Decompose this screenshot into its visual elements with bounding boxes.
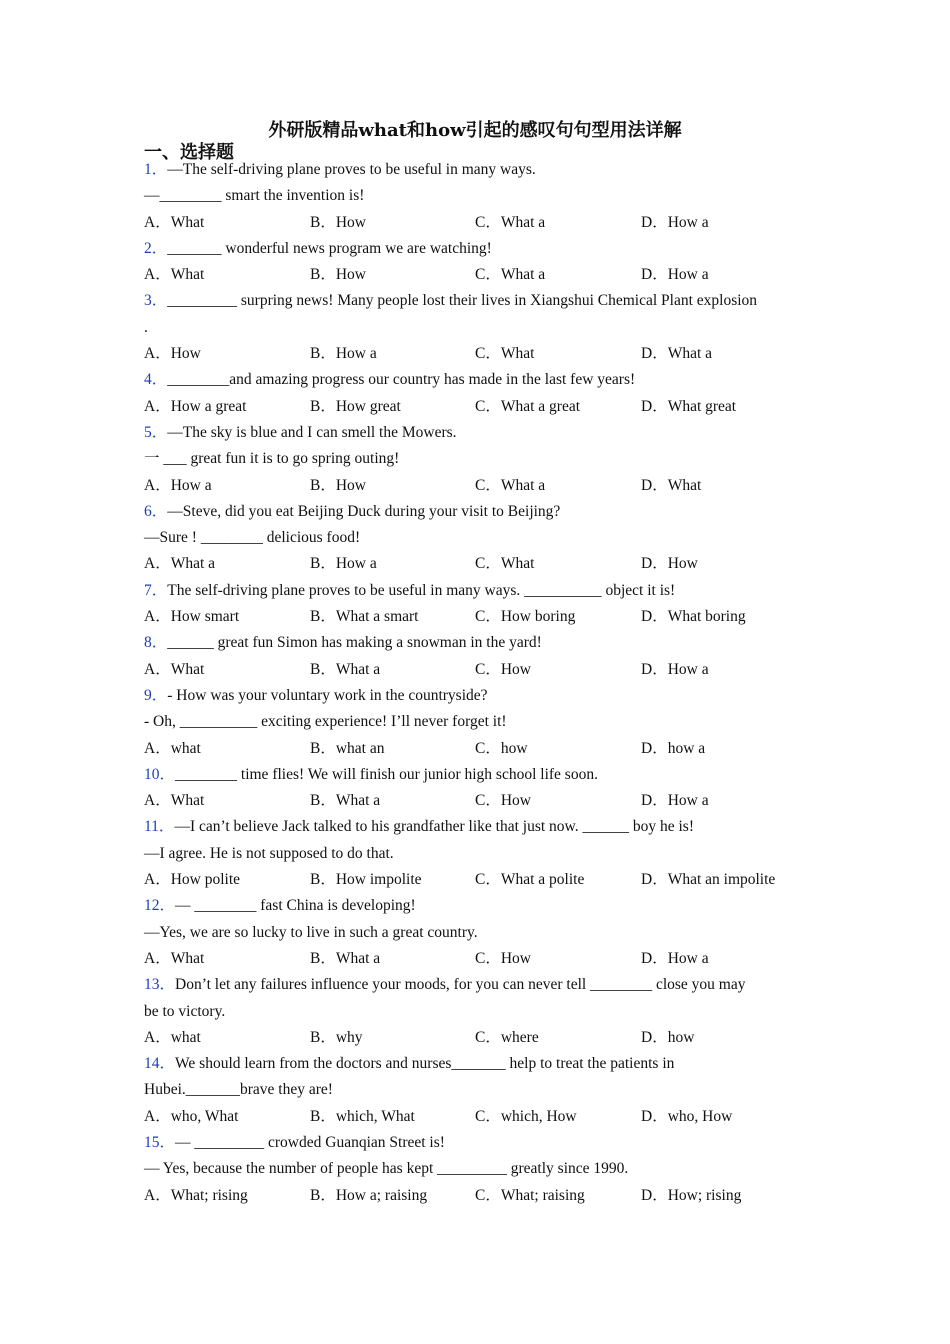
question-line	[144, 525, 814, 551]
answer-options	[144, 1104, 814, 1130]
question-item	[144, 157, 814, 236]
question-text: _________ surpring news! Many people lost their lives in Xiangshui Chemical Plant explosion	[167, 292, 758, 310]
question-text: —I agree. He is not supposed to do that.	[144, 844, 394, 862]
answer-option[interactable]: D．What great	[641, 397, 737, 415]
answer-option[interactable]: B．which, What	[310, 1107, 415, 1125]
question-number: 9．	[144, 686, 168, 704]
answer-options	[144, 394, 814, 420]
question-line	[144, 420, 814, 446]
answer-option[interactable]: D．What a	[641, 345, 713, 363]
answer-option[interactable]: B．How great	[310, 397, 401, 415]
question-line	[144, 1051, 814, 1077]
answer-option[interactable]: C．How	[475, 949, 531, 967]
question-item	[144, 814, 814, 893]
answer-option[interactable]: B．How a; raising	[310, 1186, 428, 1204]
question-number: 14．	[144, 1055, 176, 1073]
question-text: ________ time flies! We will finish our junior high school life soon.	[175, 765, 598, 783]
question-number: 13．	[144, 976, 176, 994]
question-text: The self-driving plane proves to be useful in many ways. __________ object it is!	[167, 581, 676, 599]
answer-option[interactable]: B．How	[310, 476, 366, 494]
question-number: 2．	[144, 239, 168, 257]
question-number: 5．	[144, 423, 168, 441]
question-text: —Yes, we are so lucky to live in such a great country.	[144, 923, 478, 941]
question-text: —I can’t believe Jack talked to his grandfather like that just now. ______ boy he is!	[174, 818, 694, 836]
answer-option[interactable]: C．How boring	[475, 608, 576, 626]
answer-options	[144, 867, 814, 893]
question-text: —Steve, did you eat Beijing Duck during your visit to Beijing?	[167, 502, 561, 520]
answer-options	[144, 262, 814, 288]
question-item	[144, 1051, 814, 1130]
answer-options	[144, 210, 814, 236]
question-number: 8．	[144, 634, 168, 652]
question-item	[144, 972, 814, 1051]
answer-option[interactable]: C．What	[475, 345, 535, 363]
question-number: 11．	[144, 818, 175, 836]
question-number: 10．	[144, 765, 176, 783]
section-heading: 一、选择题	[144, 142, 234, 163]
answer-option[interactable]: C．What a	[475, 266, 546, 284]
question-line	[144, 920, 814, 946]
question-number: 6．	[144, 502, 168, 520]
answer-option[interactable]: D．How	[641, 555, 698, 573]
question-list	[144, 157, 814, 1209]
answer-option[interactable]: B．How	[310, 213, 366, 231]
answer-options	[144, 736, 814, 762]
answer-option[interactable]: A．How	[144, 345, 201, 363]
answer-option[interactable]: A．What	[144, 266, 205, 284]
answer-option[interactable]: A．How polite	[144, 871, 241, 889]
question-line	[144, 578, 814, 604]
question-number: 7．	[144, 581, 168, 599]
answer-option[interactable]: B．what an	[310, 739, 385, 757]
question-text: —Sure ! ________ delicious food!	[144, 529, 361, 547]
question-number: 4．	[144, 371, 168, 389]
question-line	[144, 709, 814, 735]
question-number: 15．	[144, 1133, 176, 1151]
answer-option[interactable]: A．what	[144, 1028, 201, 1046]
question-line	[144, 999, 814, 1025]
question-line	[144, 814, 814, 840]
answer-option[interactable]: D．How a	[641, 660, 709, 678]
question-text: 一 ___ great fun it is to go spring outing!	[144, 450, 400, 468]
answer-option[interactable]: D．What	[641, 476, 702, 494]
answer-option[interactable]: B．How a	[310, 555, 377, 573]
answer-option[interactable]: D．What boring	[641, 608, 746, 626]
question-item	[144, 420, 814, 499]
answer-option[interactable]: C．What a	[475, 213, 546, 231]
answer-options	[144, 788, 814, 814]
answer-option[interactable]: D．How; rising	[641, 1186, 742, 1204]
answer-options	[144, 946, 814, 972]
answer-option[interactable]: C．How	[475, 660, 531, 678]
answer-option[interactable]: B．why	[310, 1028, 363, 1046]
question-line	[144, 683, 814, 709]
answer-option[interactable]: A．What	[144, 792, 205, 810]
answer-options	[144, 341, 814, 367]
question-text: — _________ crowded Guanqian Street is!	[175, 1133, 445, 1151]
question-text: — Yes, because the number of people has kept _________ greatly since 1990.	[144, 1160, 629, 1178]
question-line	[144, 367, 814, 393]
question-line	[144, 762, 814, 788]
answer-option[interactable]: B．How impolite	[310, 871, 422, 889]
question-line	[144, 446, 814, 472]
question-line	[144, 183, 814, 209]
answer-options	[144, 1025, 814, 1051]
answer-option[interactable]: C．What a	[475, 476, 546, 494]
question-line	[144, 630, 814, 656]
answer-option[interactable]: C．how	[475, 739, 528, 757]
answer-option[interactable]: C．What	[475, 555, 535, 573]
question-item	[144, 683, 814, 762]
question-text: — ________ fast China is developing!	[175, 897, 416, 915]
answer-option[interactable]: A．what	[144, 739, 201, 757]
question-line	[144, 499, 814, 525]
answer-option[interactable]: D．How a	[641, 266, 709, 284]
answer-options	[144, 604, 814, 630]
question-line	[144, 236, 814, 262]
answer-options	[144, 1183, 814, 1209]
question-text: - How was your voluntary work in the countryside?	[167, 686, 488, 704]
answer-options	[144, 551, 814, 577]
answer-options	[144, 473, 814, 499]
question-number: 12．	[144, 897, 176, 915]
question-text: be to victory.	[144, 1002, 226, 1020]
question-line	[144, 1077, 814, 1103]
question-line	[144, 288, 814, 314]
question-text: —The self-driving plane proves to be useful in many ways.	[167, 161, 536, 178]
answer-option[interactable]: C．which, How	[475, 1107, 577, 1125]
question-line	[144, 893, 814, 919]
answer-options	[144, 657, 814, 683]
answer-option[interactable]: A．How smart	[144, 608, 240, 626]
answer-option[interactable]: B．How a	[310, 345, 377, 363]
question-text: —________ smart the invention is!	[144, 187, 365, 205]
document-title: 外研版精品what和how引起的感叹句句型用法详解	[268, 120, 682, 141]
answer-option[interactable]: C．What; raising	[475, 1186, 585, 1204]
question-line	[144, 315, 814, 341]
question-text: .	[144, 318, 148, 336]
answer-option[interactable]: C．where	[475, 1028, 539, 1046]
question-number: 1．	[144, 161, 168, 178]
question-line	[144, 1156, 814, 1182]
answer-option[interactable]: D．who, How	[641, 1107, 733, 1125]
answer-option[interactable]: D．how a	[641, 739, 706, 757]
answer-option[interactable]: A．who, What	[144, 1107, 239, 1125]
question-item	[144, 288, 814, 367]
question-line	[144, 841, 814, 867]
question-line	[144, 1130, 814, 1156]
question-item	[144, 893, 814, 972]
question-item	[144, 630, 814, 683]
answer-option[interactable]: A．What	[144, 949, 205, 967]
question-line	[144, 972, 814, 998]
answer-option[interactable]: B．How	[310, 266, 366, 284]
question-text: We should learn from the doctors and nurses_______ help to treat the patients in	[175, 1055, 675, 1073]
answer-option[interactable]: B．What a	[310, 949, 381, 967]
question-item	[144, 499, 814, 578]
question-text: ________and amazing progress our country has made in the last few years!	[167, 371, 636, 389]
question-item	[144, 236, 814, 289]
answer-option[interactable]: A．How a	[144, 476, 212, 494]
question-text: _______ wonderful news program we are watching!	[167, 239, 492, 257]
answer-option[interactable]: A．What a	[144, 555, 216, 573]
question-text: —The sky is blue and I can smell the Mowers.	[167, 423, 457, 441]
answer-option[interactable]: A．How a great	[144, 397, 247, 415]
answer-option[interactable]: C．What a great	[475, 397, 581, 415]
question-text: ______ great fun Simon has making a snowman in the yard!	[167, 634, 542, 652]
question-item	[144, 367, 814, 420]
answer-option[interactable]: D．What an impolite	[641, 871, 776, 889]
answer-option[interactable]: D．How a	[641, 213, 709, 231]
question-text: - Oh, __________ exciting experience! I’ll never forget it!	[144, 713, 507, 731]
question-number: 3．	[144, 292, 168, 310]
answer-option[interactable]: A．What	[144, 660, 205, 678]
answer-option[interactable]: B．What a	[310, 792, 381, 810]
answer-option[interactable]: C．What a polite	[475, 871, 585, 889]
answer-option[interactable]: B．What a	[310, 660, 381, 678]
answer-option[interactable]: C．How	[475, 792, 531, 810]
answer-option[interactable]: D．How a	[641, 949, 709, 967]
answer-option[interactable]: B．What a smart	[310, 608, 419, 626]
question-text: Hubei._______brave they are!	[144, 1081, 333, 1099]
question-line	[144, 157, 814, 183]
question-text: Don’t let any failures influence your moods, for you can never tell ________ close you may	[175, 976, 746, 994]
answer-option[interactable]: D．How a	[641, 792, 709, 810]
answer-option[interactable]: A．What	[144, 213, 205, 231]
question-item	[144, 578, 814, 631]
answer-option[interactable]: A．What; rising	[144, 1186, 248, 1204]
answer-option[interactable]: D．how	[641, 1028, 695, 1046]
question-item	[144, 762, 814, 815]
question-item	[144, 1130, 814, 1209]
